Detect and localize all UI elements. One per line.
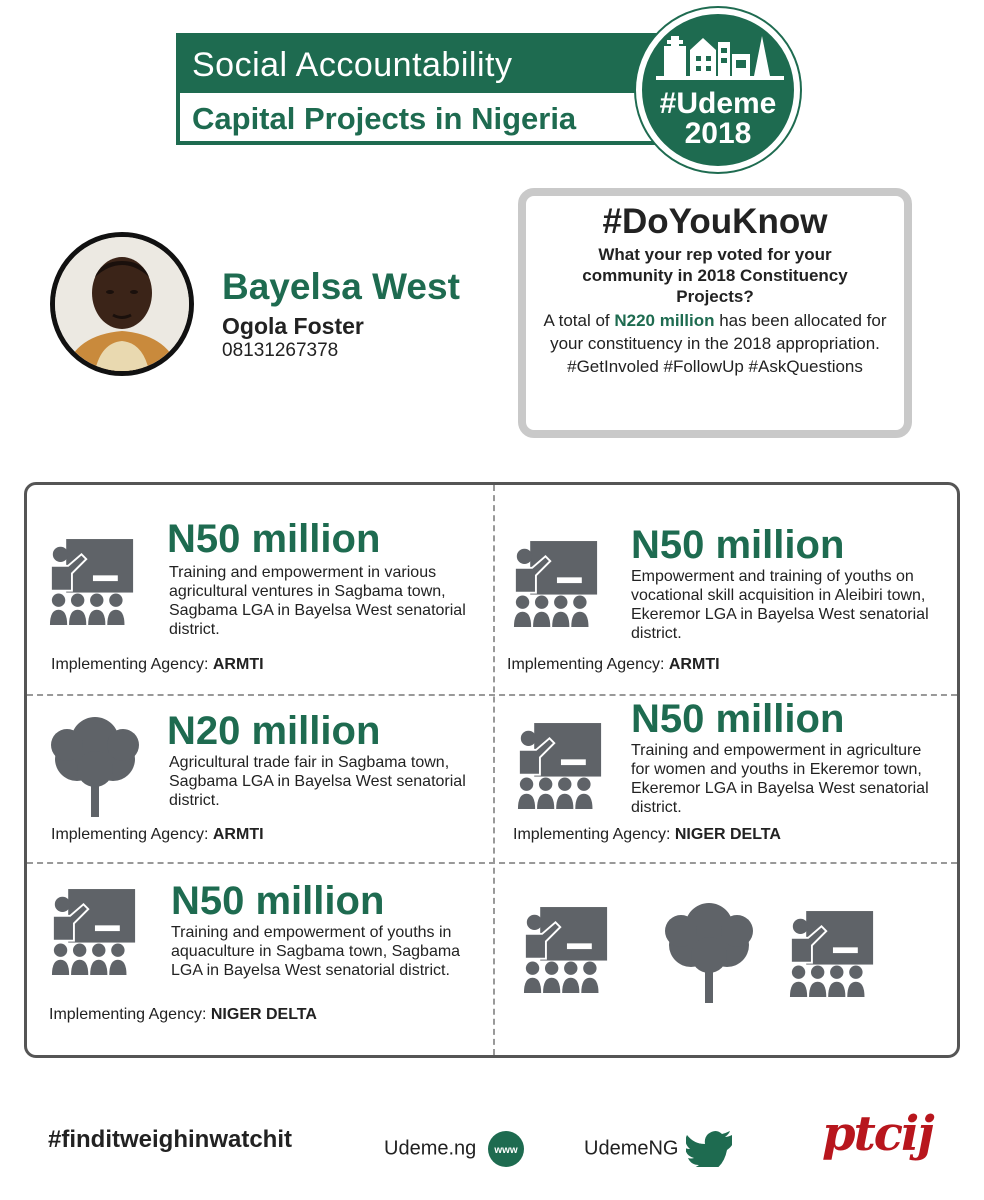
agency-label: Implementing Agency:: [51, 826, 213, 843]
classroom-icon: [517, 721, 603, 813]
row-divider-2: [27, 862, 957, 864]
classroom-icon: [523, 905, 609, 997]
rep-phone: 08131267378: [222, 340, 339, 361]
project-amount: N20 million: [167, 709, 381, 753]
project-agency: [513, 826, 781, 844]
footer-hashtag: #finditweighinwatchit: [48, 1126, 292, 1153]
agency-name: ARMTI: [212, 656, 264, 673]
rep-name: Ogola Foster: [222, 313, 364, 339]
do-you-know-title: #DoYouKnow: [602, 202, 828, 241]
banner-title-line2: Capital Projects in Nigeria: [192, 101, 577, 136]
udeme-badge: [636, 8, 800, 172]
do-you-know-hashtags: #GetInvoled #FollowUp #AskQuestions: [567, 357, 863, 376]
column-divider: [493, 485, 495, 1055]
agency-label: Implementing Agency:: [51, 656, 213, 673]
project-amount: N50 million: [171, 879, 385, 923]
do-you-know-question: What your rep voted for your community in 2018 Constituency Projects?: [582, 245, 848, 306]
project-agency: [51, 826, 264, 844]
classroom-icon: [51, 887, 137, 979]
agency-name: ARMTI: [212, 826, 264, 843]
project-description: Training and empowerment in various agricultural ventures in Sagbama town, Sagbama LGA in Bayelsa West senatorial district.: [169, 564, 466, 638]
body-suffix: has been allocated for your constituency in the 2018 appropriation.: [550, 311, 887, 353]
projects-panel: [24, 482, 960, 1058]
footer-website[interactable]: [384, 1129, 526, 1169]
twitter-handle[interactable]: UdemeNG: [584, 1137, 679, 1160]
avatar: [50, 232, 194, 376]
project-description: Training and empowerment in agriculture for women and youths in Ekeremor town, Ekeremor LGA in Bayelsa West senatorial district.: [631, 742, 929, 816]
constituency-name: Bayelsa West: [222, 266, 460, 307]
project-agency: [51, 656, 264, 674]
row-divider-1: [27, 694, 957, 696]
body-prefix: A total of: [543, 311, 615, 330]
project-agency: [49, 1006, 317, 1024]
classroom-icon: [513, 539, 599, 631]
twitter-bird-icon: [686, 1131, 734, 1167]
project-description: Agricultural trade fair in Sagbama town, Sagbama LGA in Bayelsa West senatorial district.: [169, 754, 466, 809]
project-description: Empowerment and training of youths on vocational skill acquisition in Aleibiri town, Ekeremor LGA in Bayelsa West senatorial district.: [631, 568, 929, 642]
agency-name: NIGER DELTA: [210, 1006, 317, 1023]
agency-label: Implementing Agency:: [49, 1006, 211, 1023]
city-skyline-icon: [656, 24, 784, 84]
header-banner: [176, 33, 716, 145]
do-you-know-body: [540, 309, 890, 355]
badge-year: 2018: [684, 117, 752, 150]
agency-label: Implementing Agency:: [513, 826, 675, 843]
project-amount: N50 million: [631, 523, 845, 567]
classroom-icon: [789, 909, 875, 1001]
classroom-icon: [49, 537, 135, 629]
globe-icon: [486, 1129, 526, 1169]
tree-icon: [661, 903, 757, 1003]
footer-twitter[interactable]: [584, 1131, 734, 1167]
portrait-image: [55, 237, 189, 371]
do-you-know-card: [518, 188, 912, 438]
ptcij-logo: ptcij: [822, 1106, 933, 1162]
svg-text:www: www: [494, 1145, 518, 1156]
project-amount: N50 million: [167, 517, 381, 561]
agency-name: ARMTI: [668, 656, 720, 673]
project-agency: [507, 656, 720, 674]
tree-icon: [47, 717, 143, 817]
agency-label: Implementing Agency:: [507, 656, 669, 673]
badge-hashtag: #Udeme: [659, 87, 777, 120]
total-amount: N220 million: [614, 311, 715, 330]
website-label[interactable]: Udeme.ng: [384, 1137, 477, 1160]
banner-title-line1: Social Accountability: [180, 37, 712, 93]
agency-name: NIGER DELTA: [674, 826, 781, 843]
project-amount: N50 million: [631, 697, 845, 741]
project-description: Training and empowerment of youths in aquaculture in Sagbama town, Sagbama LGA in Bayelsa West senatorial district.: [171, 924, 461, 979]
